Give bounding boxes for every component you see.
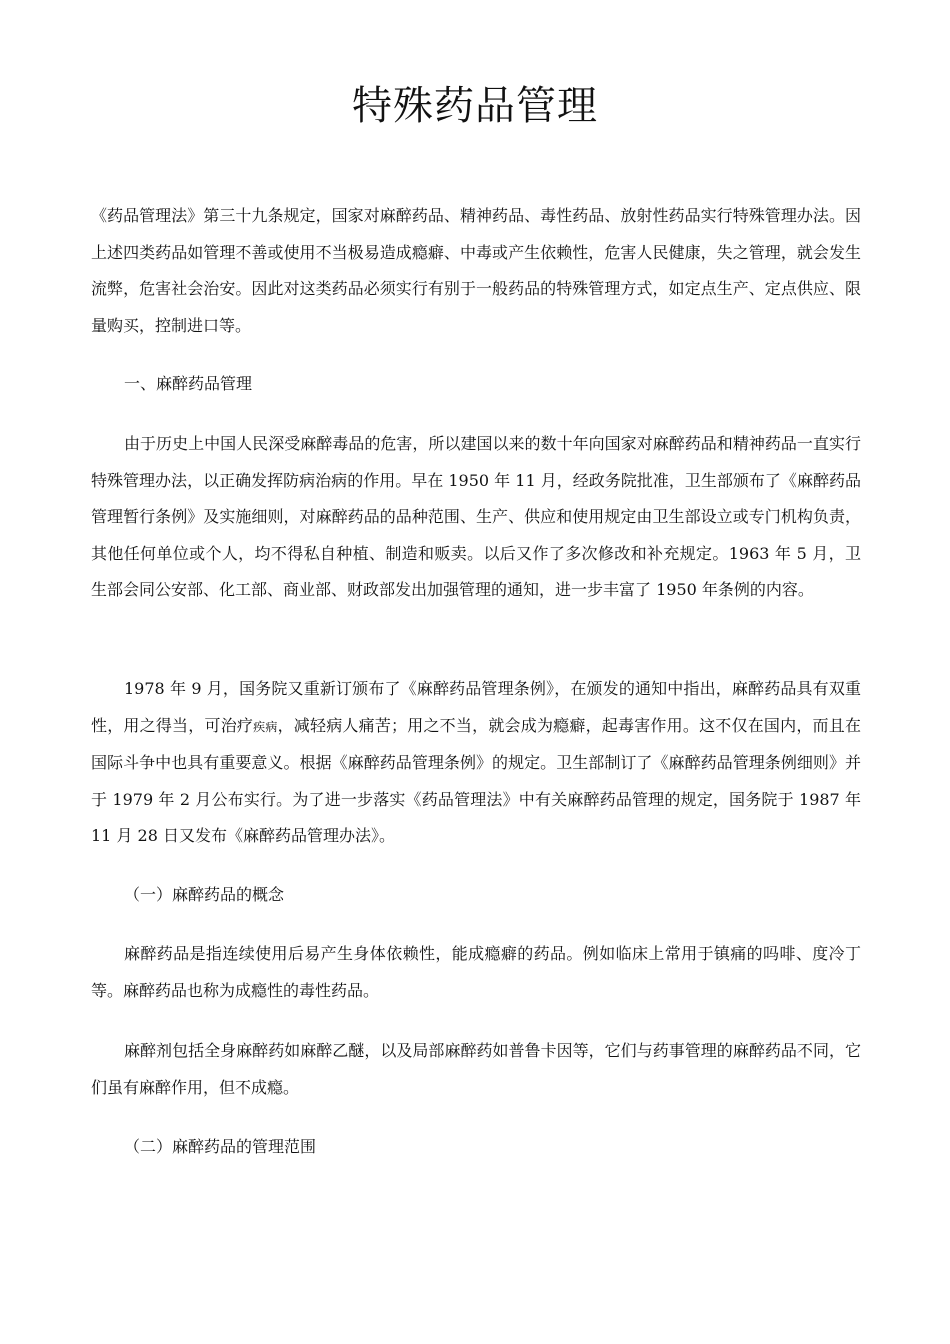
anesthetic-paragraph: 麻醉剂包括全身麻醉药如麻醉乙醚，以及局部麻醉药如普鲁卡因等，它们与药事管理的麻醉药品不同，它们虽有麻醉作用，但不成瘾。 <box>91 1041 861 1097</box>
history-paragraph: 由于历史上中国人民深受麻醉毒品的危害，所以建国以来的数十年向国家对麻醉药品和精神药品一直实行特殊管理办法，以正确发挥防病治病的作用。早在 1950 年 11 月，经政务院批准，卫生部颁布了《麻醉药品管理暂行条例》及实施细则，对麻醉药品的品种范围、生产、供应和使用规定由卫生部设立或专门机构负责，其他任何单位或个人，均不得私自种植、制造和贩卖。以后又作了多次修改和补充规定。1963 年 5 月，卫生部会同公安部、化工部、商业部、财政部发出加强管理的通知，进一步丰富了 1950 年条例的内容。 <box>91 434 861 600</box>
document-title: 特殊药品管理 <box>352 83 598 129</box>
subsection-heading-scope: （二）麻醉药品的管理范围 <box>124 1137 317 1156</box>
regulation-text-start: 1978 年 9 月，国务院又重新订颁布了《麻醉药品管理条例》，在颁发的通知中指出，麻醉药品具有双重性，用之得当，可治疗 <box>91 679 861 735</box>
intro-paragraph: 《药品管理法》第三十九条规定，国家对麻醉药品、精神药品、毒性药品、放射性药品实行特殊管理办法。因上述四类药品如管理不善或使用不当极易造成瘾癖、中毒或产生依赖性，危害人民健康，失之管理，就会发生流弊，危害社会治安。因此对这类药品必须实行有别于一般药品的特殊管理方式，如定点生产、定点供应、限量购买，控制进口等。 <box>91 206 861 335</box>
concept-paragraph: 麻醉药品是指连续使用后易产生身体依赖性，能成瘾癖的药品。例如临床上常用于镇痛的吗啡、度冷丁等。麻醉药品也称为成瘾性的毒性药品。 <box>91 944 861 1000</box>
regulation-text-end: ，减轻病人痛苦；用之不当，就会成为瘾癖，起毒害作用。这不仅在国内，而且在国际斗争中也具有重要意义。根据《麻醉药品管理条例》的规定。卫生部制订了《麻醉药品管理条例细则》并于 1979 年 2 月公布实行。为了进一步落实《药品管理法》中有关麻醉药品管理的规定，国务院于 1987 年 11 月 28 日又发布《麻醉药品管理办法》。 <box>91 715 861 846</box>
regulation-paragraph <box>91 671 861 855</box>
section-heading-narcotics: 一、麻醉药品管理 <box>124 374 253 393</box>
regulation-text-small: 疾病 <box>253 719 278 734</box>
subsection-heading-concept: （一）麻醉药品的概念 <box>124 885 285 904</box>
